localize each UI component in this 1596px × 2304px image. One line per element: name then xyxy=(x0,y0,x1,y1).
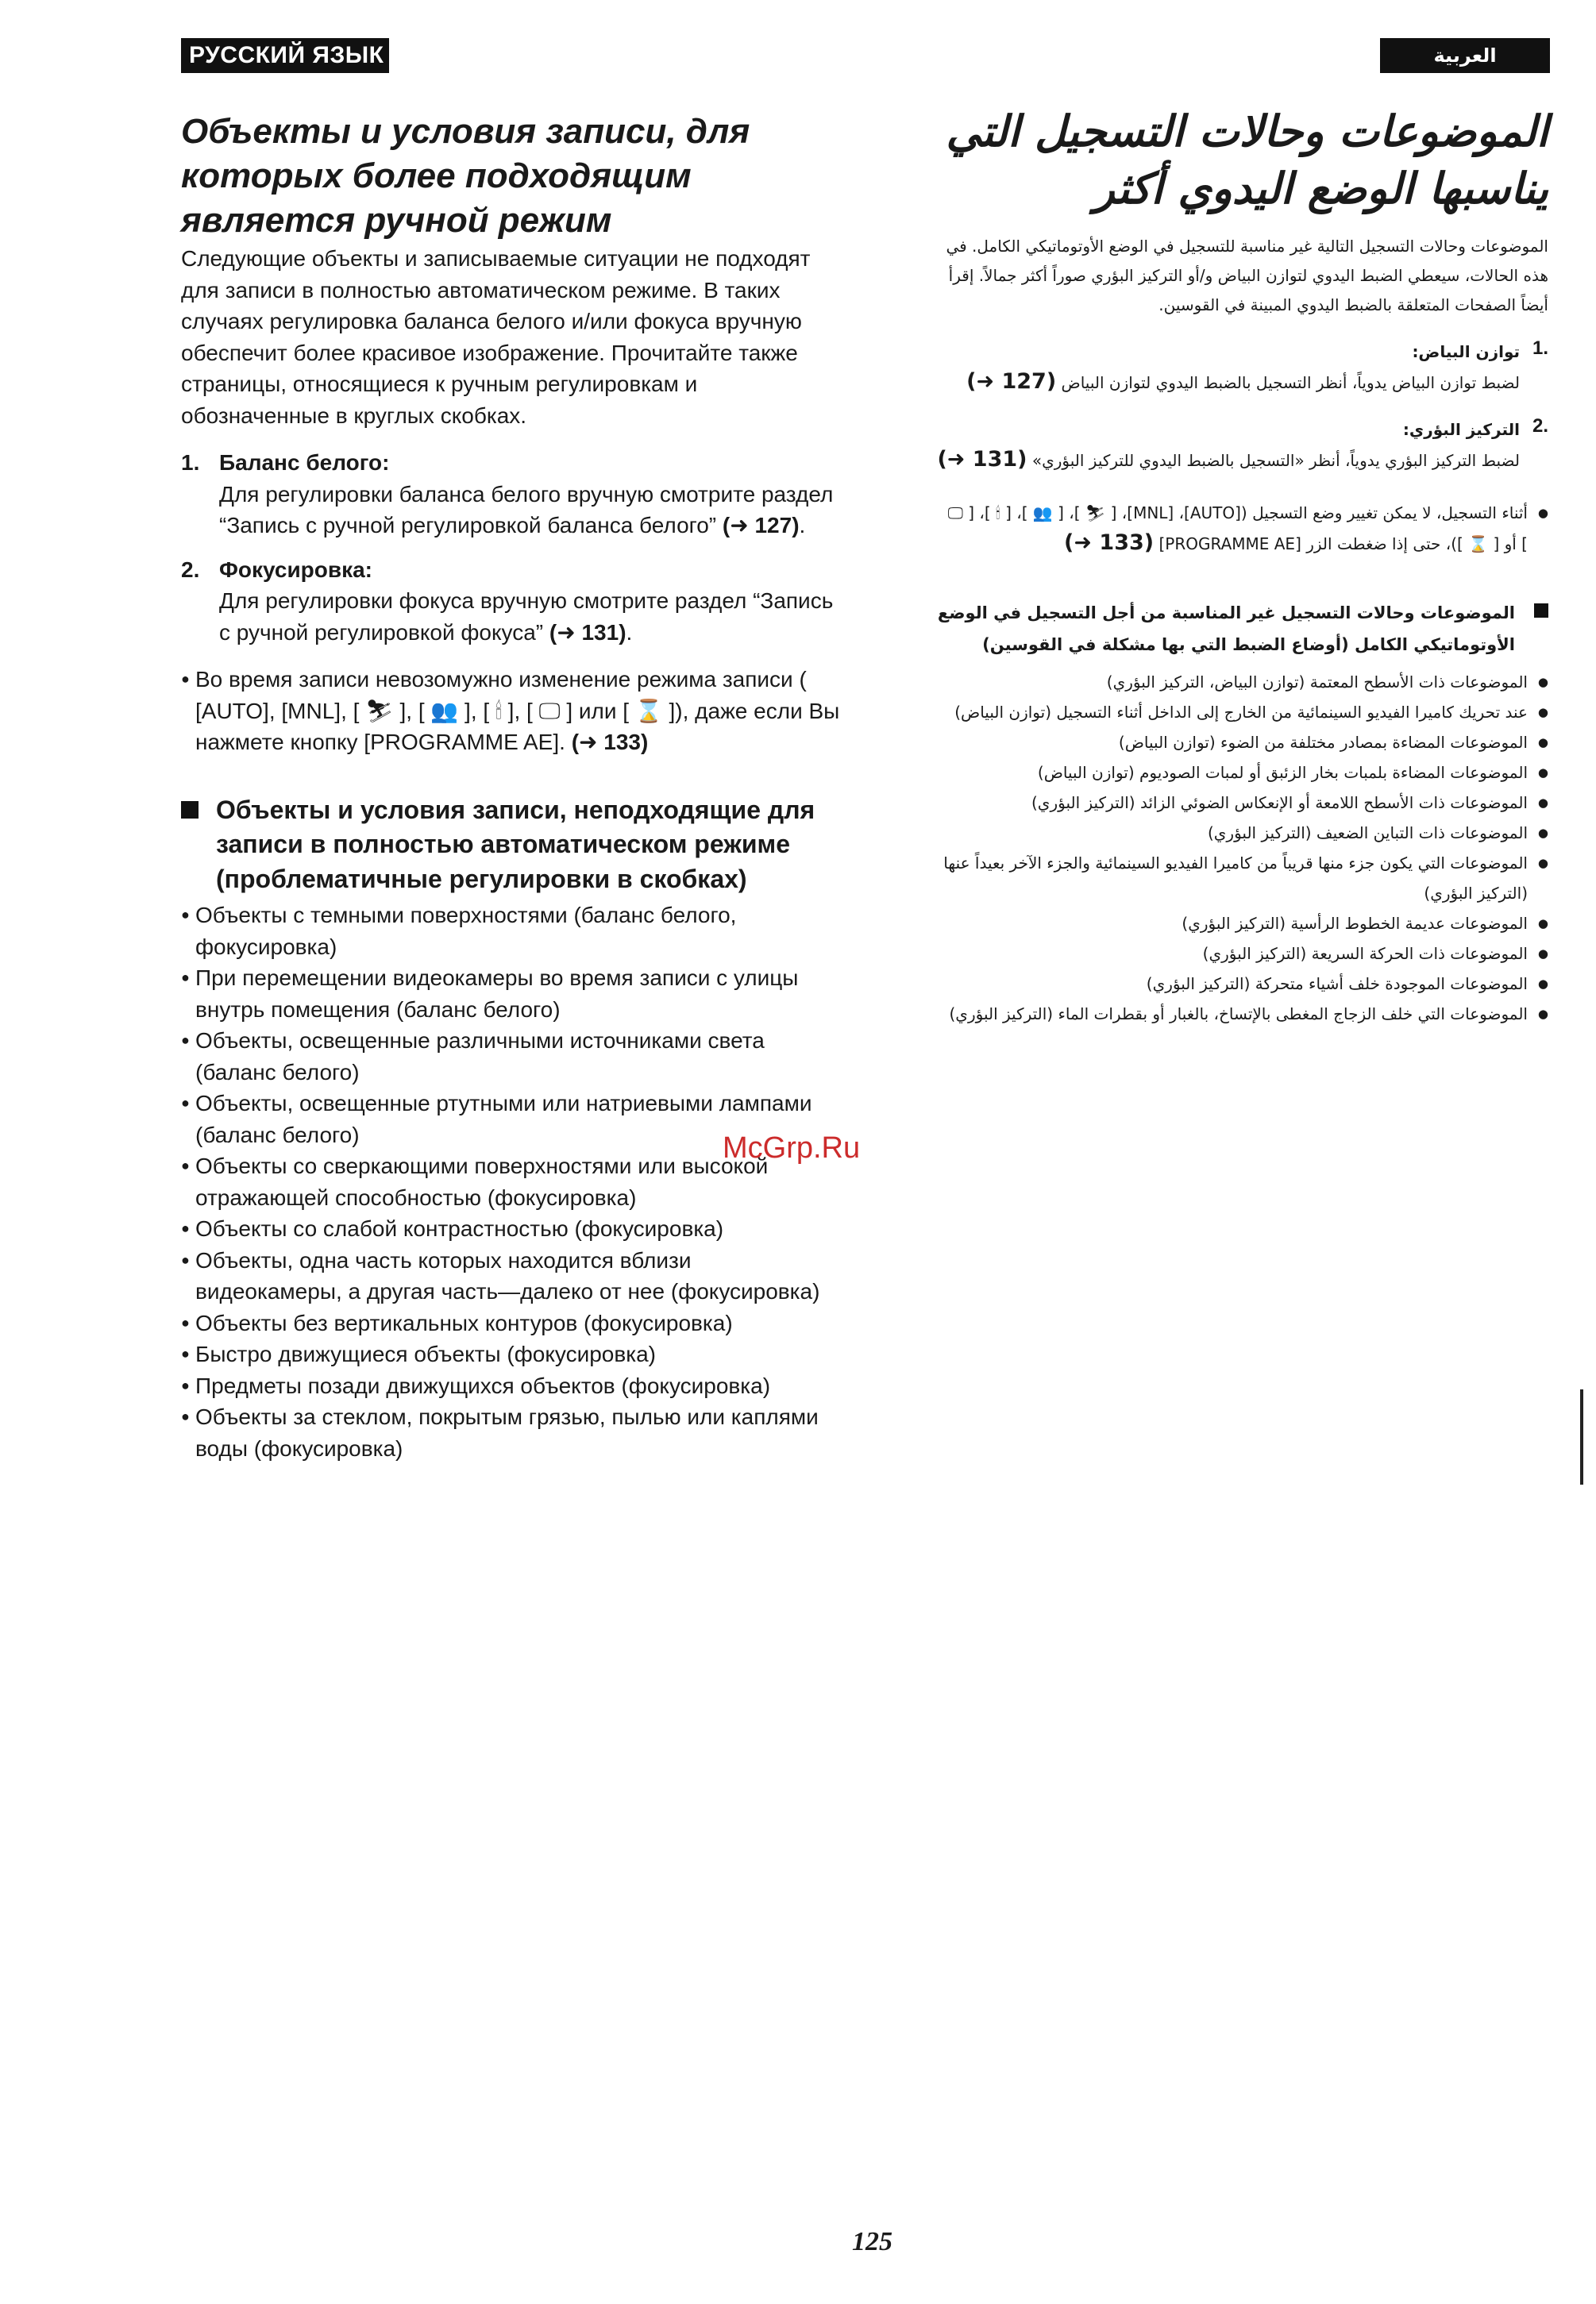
list-item: ● Объекты без вертикальных контуров (фокусировка) xyxy=(181,1308,840,1339)
list-item: ● Объекты за стеклом, покрытым грязью, пылью или каплями воды (фокусировка) xyxy=(181,1401,840,1464)
edge-mark xyxy=(1580,1389,1583,1485)
page-reference: (➜ 127) xyxy=(722,513,800,537)
list-item: ● Объекты со слабой контрастностью (фокусировка) xyxy=(181,1213,840,1245)
list-item: ● Объекты со сверкающими поверхностями или высокой отражающей способностью (фокусировка) xyxy=(181,1150,840,1213)
page-reference: (➜ 127) xyxy=(966,369,1057,394)
section-square-icon xyxy=(1534,603,1548,618)
russian-numbered-list xyxy=(181,447,840,648)
item-number: 2. xyxy=(181,557,200,582)
list-item: ● Объекты с темными поверхностями (баланс белого, фокусировка) xyxy=(181,900,840,962)
item-number: .1 xyxy=(1532,337,1548,359)
list-item: ● Объекты, освещенные ртутными или натриевыми лампами (баланс белого) xyxy=(181,1088,840,1150)
list-item: ● الموضوعات المضاءة بمصادر مختلفة من الضوء (توازن البياض) xyxy=(937,727,1548,757)
arabic-title: الموضوعات وحالات التسجيل التي يناسبها الوضع اليدوي أكثر xyxy=(946,106,1548,214)
note-item: ● Во время записи невозомужно изменение режима записи ( [AUTO], [MNL], [ ⛷ ], [ 👥 ], [ 🕯 ], [ 🖵 ] или [ ⌛ ]), даже если Вы нажмете кнопку [PROGRAMME AE]. (➜ 133) xyxy=(181,664,840,758)
list-item: ● Быстро движущиеся объекты (фокусировка) xyxy=(181,1339,840,1370)
arabic-column xyxy=(937,103,1548,1029)
language-label-russian: РУССКИЙ ЯЗЫК xyxy=(181,38,389,73)
watermark: McGrp.Ru xyxy=(723,1131,861,1165)
arabic-section-heading: الموضوعات وحالات التسجيل غير المناسبة من أجل التسجيل في الوضع الأوتوماتيكي الكامل (أوضاع الضبط التي بها مشكلة في القوسين) xyxy=(937,603,1515,654)
list-item: ● الموضوعات التي يكون جزء منها قريباً من كاميرا الفيديو السينمائية والجزء الآخر بعيداً عنها (التركيز البؤري) xyxy=(937,848,1548,908)
list-item xyxy=(181,447,840,541)
russian-intro: Следующие объекты и записываемые ситуации не подходят для записи в полностью автоматическом режиме. В таких случаях регулировка баланса белого и/или фокуса вручную обеспечит более красивое изображение. Прочитайте также страницы, относящиеся к ручным регулировкам и обозначенные в круглых скобках. xyxy=(181,246,811,428)
list-item: ● الموضوعات المضاءة بلمبات بخار الزئبق أو لمبات الصوديوم (توازن البياض) xyxy=(937,757,1548,788)
page-number: 125 xyxy=(852,2227,892,2256)
list-item: ● الموضوعات ذات الأسطح المعتمة (توازن البياض، التركيز البؤري) xyxy=(937,667,1548,697)
note-item: ● أثناء التسجيل، لا يمكن تغيير وضع التسجيل ([AUTO]، [MNL]، [ ⛷ ]، [ 👥 ]، [ 🕯 ]، [ 🖵 ] أو [ ⌛ ])، حتى إذا ضغطت الزر [PROGRAMME AE] (➜ 133) xyxy=(937,498,1548,559)
list-item: ● Объекты, освещенные различными источниками света (баланс белого) xyxy=(181,1025,840,1088)
item-text: Для регулировки баланса белого вручную смотрите раздел “Запись с ручной регулировкой баланса белого” (➜ 127). xyxy=(219,481,834,537)
item-number: .2 xyxy=(1532,415,1548,437)
item-title: Баланс белого: xyxy=(219,450,390,475)
item-title: التركيز البؤري: xyxy=(1402,420,1520,439)
item-text: لضبط توازن البياض يدوياً، أنظر التسجيل بالضبط اليدوي لتوازن البياض (➜ 127) xyxy=(966,369,1520,394)
page-reference: (➜ 133) xyxy=(571,730,649,754)
page-reference: (➜ 131) xyxy=(549,619,626,645)
list-item: ● الموضوعات الموجودة خلف أشياء متحركة (التركيز البؤري) xyxy=(937,969,1548,999)
list-item xyxy=(937,415,1548,476)
russian-section xyxy=(181,793,840,897)
arabic-bullet-list xyxy=(937,667,1548,1029)
page-reference: (➜ 131) xyxy=(937,447,1027,472)
list-item xyxy=(937,337,1548,398)
item-text: لضبط التركيز البؤري يدوياً، أنظر «التسجيل بالضبط اليدوي للتركيز البؤري» (➜ 131) xyxy=(937,447,1520,472)
list-item: ● При перемещении видеокамеры во время записи с улицы внутрь помещения (баланс белого) xyxy=(181,962,840,1025)
russian-note xyxy=(181,664,840,758)
page-reference: (➜ 133) xyxy=(1064,530,1155,555)
section-square-icon xyxy=(181,801,199,819)
list-item xyxy=(181,554,840,649)
russian-bullet-list xyxy=(181,900,840,1464)
item-text: Для регулировки фокуса вручную смотрите раздел “Запись с ручной регулировкой фокуса” (➜ 131). xyxy=(219,588,834,645)
russian-section-heading: Объекты и условия записи, неподходящие для записи в полностью автоматическом режиме (проблематичные регулировки в скобках) xyxy=(216,795,815,893)
item-title: توازن البياض: xyxy=(1412,342,1520,361)
item-number: 1. xyxy=(181,450,200,475)
list-item: ● Предметы позади движущихся объектов (фокусировка) xyxy=(181,1370,840,1402)
language-label-arabic: العربية xyxy=(1380,38,1550,73)
list-item: ● الموضوعات التي خلف الزجاج المغطى بالإتساخ، بالغبار أو بقطرات الماء (التركيز البؤري) xyxy=(937,999,1548,1029)
arabic-intro: الموضوعات وحالات التسجيل التالية غير مناسبة للتسجيل في الوضع الأوتوماتيكي الكامل. في هذه الحالات، سيعطي الضبط اليدوي لتوازن البياض و/أو التركيز البؤري صوراً أكثر جمالاً. إقرأ أيضاً الصفحات المتعلقة بالضبط اليدوي المبينة في القوسين. xyxy=(946,237,1548,314)
arabic-note xyxy=(937,498,1548,559)
list-item: ● Объекты, одна часть которых находится вблизи видеокамеры, а другая часть—далеко от нее (фокусировка) xyxy=(181,1245,840,1308)
arabic-section xyxy=(937,597,1548,661)
list-item: ● الموضوعات ذات الحركة السريعة (التركيز البؤري) xyxy=(937,938,1548,969)
list-item: ● عند تحريك كاميرا الفيديو السينمائية من الخارج إلى الداخل أثناء التسجيل (توازن البياض) xyxy=(937,697,1548,727)
list-item: ● الموضوعات ذات التباين الضعيف (التركيز البؤري) xyxy=(937,818,1548,848)
list-item: ● الموضوعات ذات الأسطح اللامعة أو الإنعكاس الضوئي الزائد (التركيز البؤري) xyxy=(937,788,1548,818)
list-item: ● الموضوعات عديمة الخطوط الرأسية (التركيز البؤري) xyxy=(937,908,1548,938)
russian-title: Объекты и условия записи, для которых более подходящим является ручной режим xyxy=(181,112,750,240)
item-title: Фокусировка: xyxy=(219,557,373,582)
russian-column xyxy=(181,110,840,1464)
